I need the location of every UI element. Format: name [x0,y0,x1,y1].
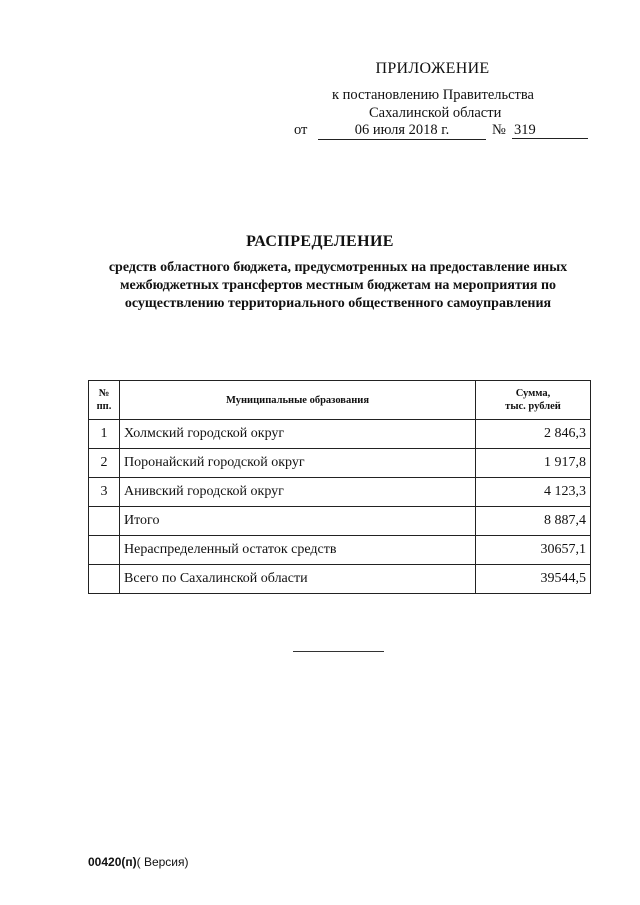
row-num [89,565,120,594]
document-subtitle: средств областного бюджета, предусмотренных на предоставление иных межбюджетных трансфертов местным бюджетам на мероприятия по осуществлению территориального общественного самоуправления [108,260,568,311]
row-num: 2 [89,449,120,478]
from-label: от [294,122,308,138]
row-sum: 4 123,3 [476,478,591,507]
row-sum: 39544,5 [476,565,591,594]
number-label: № [492,122,506,138]
document-title: РАСПРЕДЕЛЕНИЕ [246,233,394,250]
row-name: Холмский городской округ [120,420,476,449]
row-name: Поронайский городской округ [120,449,476,478]
end-separator-line [293,651,384,652]
row-sum: 1 917,8 [476,449,591,478]
row-num [89,507,120,536]
header-sum: Сумма, тыс. рублей [476,381,591,420]
resolution-number: 319 [512,122,588,139]
appendix-title: ПРИЛОЖЕНИЕ [375,60,490,77]
table-row-total [89,565,591,594]
row-num [89,536,120,565]
table-row [89,478,591,507]
table-header-row [89,381,591,420]
header-municipality: Муниципальные образования [120,381,476,420]
row-num: 1 [89,420,120,449]
appendix-date-number-line [294,122,594,142]
header-num: № пп. [89,381,120,420]
distribution-table [88,380,591,594]
row-name: Итого [120,507,476,536]
footer-code [88,855,189,869]
row-sum: 30657,1 [476,536,591,565]
footer-doc-code: 00420(п) [88,855,137,869]
row-sum: 8 887,4 [476,507,591,536]
appendix-reference-line1: к постановлению Правительства [332,87,534,103]
table-row [89,449,591,478]
table-row-subtotal [89,507,591,536]
appendix-reference-line2: Сахалинской области [369,105,502,121]
row-name: Всего по Сахалинской области [120,565,476,594]
row-name: Анивский городской округ [120,478,476,507]
row-name: Нераспределенный остаток средств [120,536,476,565]
footer-version: ( Версия) [136,855,189,869]
resolution-date: 06 июля 2018 г. [318,122,486,140]
table-row-remainder [89,536,591,565]
table-row [89,420,591,449]
row-sum: 2 846,3 [476,420,591,449]
row-num: 3 [89,478,120,507]
